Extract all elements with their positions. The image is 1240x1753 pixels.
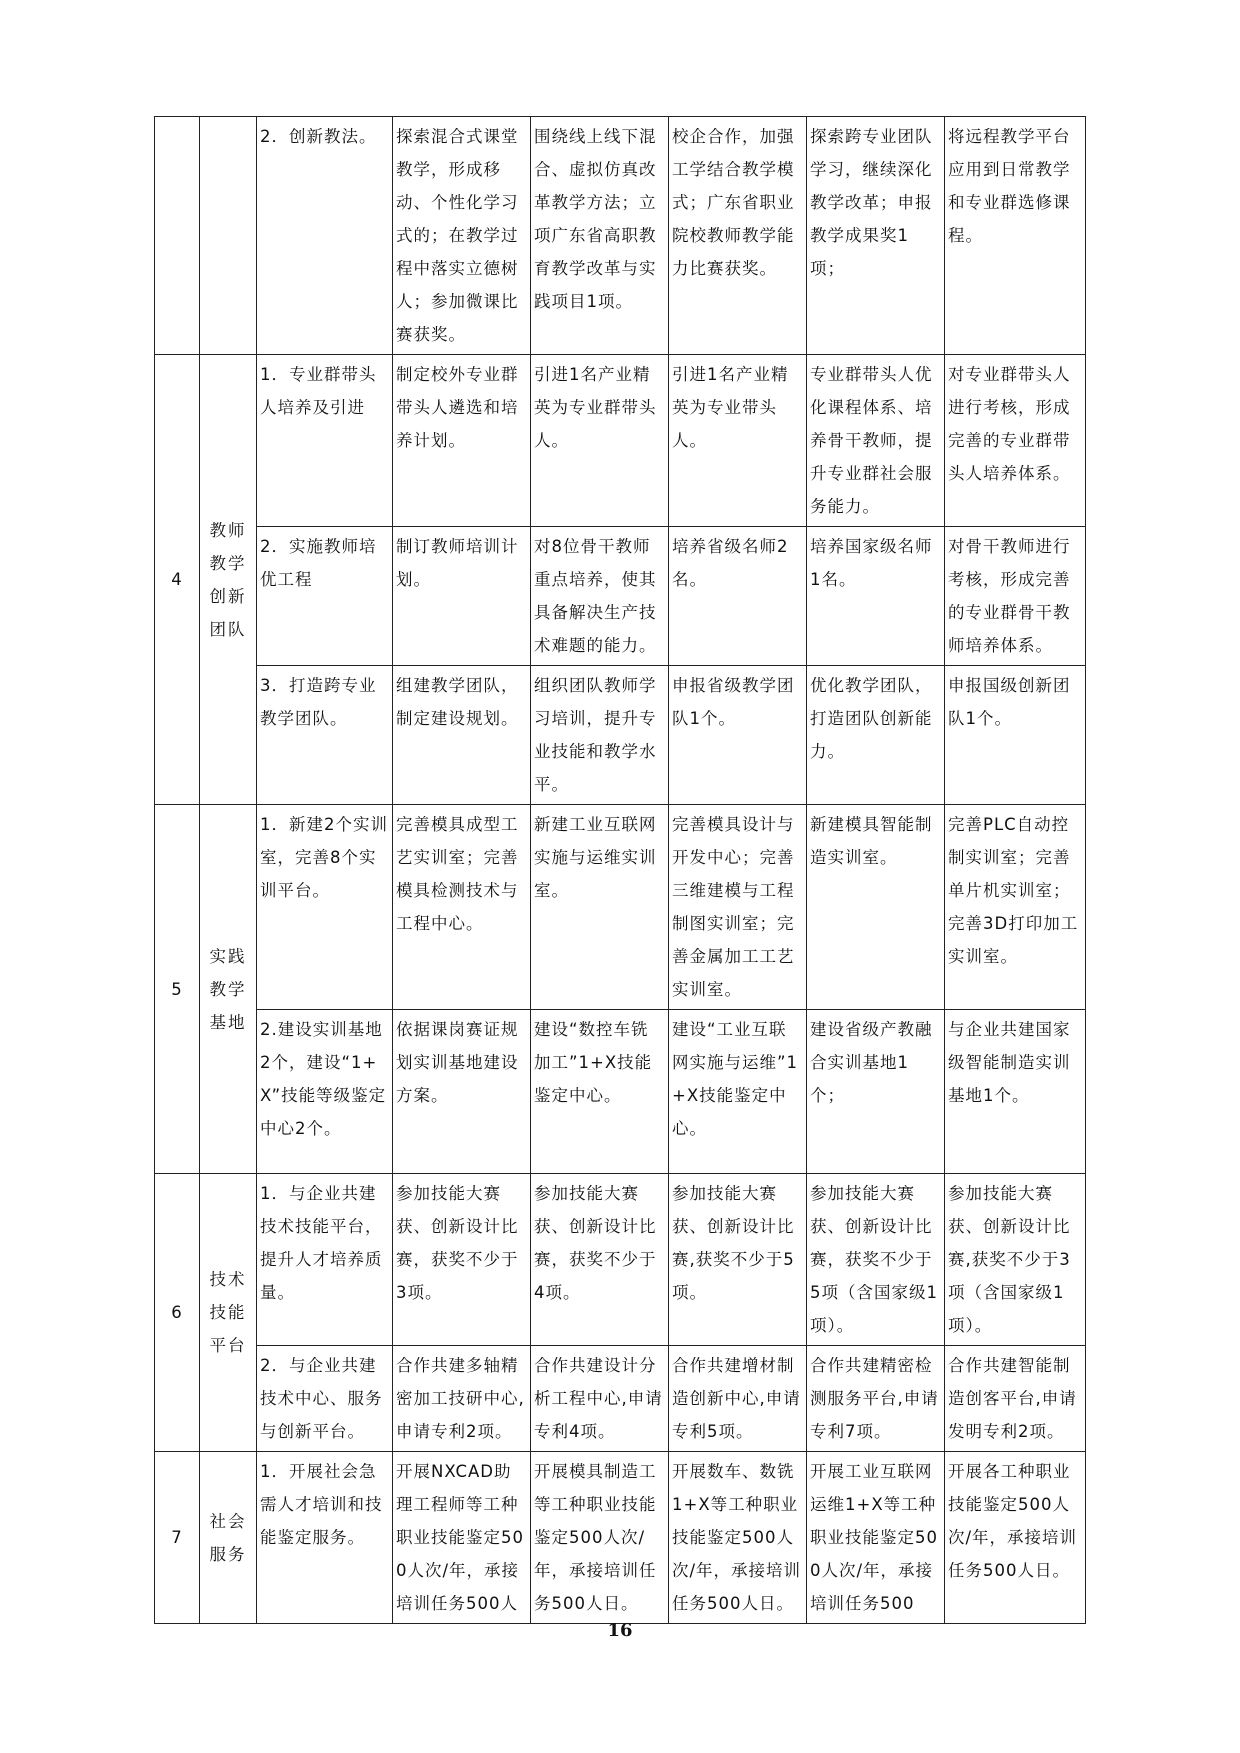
category-cell: [200, 805, 257, 1174]
table-row: [155, 805, 1086, 1010]
table-row: [155, 117, 1086, 355]
data-cell: 对8位骨干教师重点培养，使其具备解决生产技术难题的能力。: [531, 527, 669, 666]
category-cell: [200, 1174, 257, 1452]
data-cell: 参加技能大赛获、创新设计比赛,获奖不少于3项（含国家级1项）。: [945, 1174, 1086, 1346]
data-cell: 制订教师培训计划。: [393, 527, 531, 666]
data-cell: 完善模具成型工艺实训室；完善模具检测技术与工程中心。: [393, 805, 531, 1010]
data-cell: 校企合作，加强工学结合教学模式；广东省职业院校教师教学能力比赛获奖。: [669, 117, 807, 355]
category-label: 教师教学创新团队: [209, 520, 247, 639]
data-cell: 培养省级名师2名。: [669, 527, 807, 666]
task-cell: 1．专业群带头人培养及引进: [257, 355, 393, 527]
table-row: [155, 1346, 1086, 1452]
data-cell: 将远程教学平台应用到日常教学和专业群选修课程。: [945, 117, 1086, 355]
data-cell: 申报省级教学团队1个。: [669, 666, 807, 805]
data-cell: 优化教学团队，打造团队创新能力。: [807, 666, 945, 805]
data-cell: 新建模具智能制造实训室。: [807, 805, 945, 1010]
category-label: 技术技能平台: [209, 1270, 247, 1355]
table-row: [155, 1010, 1086, 1174]
data-cell: 合作共建多轴精密加工技研中心,申请专利2项。: [393, 1346, 531, 1452]
data-cell: 合作共建精密检测服务平台,申请专利7项。: [807, 1346, 945, 1452]
row-number: 5: [155, 805, 200, 1174]
task-cell: 1．新建2个实训室，完善8个实训平台。: [257, 805, 393, 1010]
table-row: [155, 666, 1086, 805]
data-cell: 开展数车、数铣1+X等工种职业技能鉴定500人次/年，承接培训任务500人日。: [669, 1452, 807, 1624]
data-cell: 探索混合式课堂教学，形成移动、个性化学习式的；在教学过程中落实立德树人；参加微课比赛获奖。: [393, 117, 531, 355]
task-cell: 2．实施教师培优工程: [257, 527, 393, 666]
data-cell: 开展NXCAD助理工程师等工种职业技能鉴定500人次/年，承接培训任务500人: [393, 1452, 531, 1624]
data-cell: 申报国级创新团队1个。: [945, 666, 1086, 805]
data-cell: 开展模具制造工等工种职业技能鉴定500人次/年，承接培训任务500人日。: [531, 1452, 669, 1624]
page-number: 16: [607, 1620, 633, 1641]
data-cell: 引进1名产业精英为专业群带头人。: [531, 355, 669, 527]
row-number: 7: [155, 1452, 200, 1624]
data-cell: 专业群带头人优化课程体系、培养骨干教师，提升专业群社会服务能力。: [807, 355, 945, 527]
data-cell: 建设“工业互联网实施与运维”1+X技能鉴定中心。: [669, 1010, 807, 1174]
category-label: 实践教学基地: [209, 946, 247, 1032]
data-cell: 完善PLC自动控制实训室；完善单片机实训室；完善3D打印加工实训室。: [945, 805, 1086, 1010]
data-cell: 建设省级产教融合实训基地1个；: [807, 1010, 945, 1174]
data-cell: 探索跨专业团队学习，继续深化教学改革；申报教学成果奖1项；: [807, 117, 945, 355]
data-cell: 建设“数控车铣加工”1+X技能鉴定中心。: [531, 1010, 669, 1174]
data-cell: 开展各工种职业技能鉴定500人次/年，承接培训任务500人日。: [945, 1452, 1086, 1624]
data-cell: 参加技能大赛获、创新设计比赛,获奖不少于5项。: [669, 1174, 807, 1346]
data-cell: 合作共建增材制造创新中心,申请专利5项。: [669, 1346, 807, 1452]
data-cell: 参加技能大赛获、创新设计比赛，获奖不少于5项（含国家级1项）。: [807, 1174, 945, 1346]
data-cell: 合作共建智能制造创客平台,申请发明专利2项。: [945, 1346, 1086, 1452]
data-cell: 制定校外专业群带头人遴选和培养计划。: [393, 355, 531, 527]
task-cell: 2．与企业共建技术中心、服务与创新平台。: [257, 1346, 393, 1452]
data-cell: 合作共建设计分析工程中心,申请专利4项。: [531, 1346, 669, 1452]
category-cell-empty: [200, 117, 257, 355]
task-cell: 3．打造跨专业教学团队。: [257, 666, 393, 805]
data-cell: 依据课岗赛证规划实训基地建设方案。: [393, 1010, 531, 1174]
category-cell: [200, 1452, 257, 1624]
task-cell: 2．创新教法。: [257, 117, 393, 355]
plan-table: [154, 116, 1086, 1624]
table-row: [155, 527, 1086, 666]
task-cell: 1．与企业共建技术技能平台，提升人才培养质量。: [257, 1174, 393, 1346]
data-cell: 组织团队教师学习培训，提升专业技能和教学水平。: [531, 666, 669, 805]
data-cell: 开展工业互联网运维1+X等工种职业技能鉴定500人次/年，承接培训任务500: [807, 1452, 945, 1624]
table-row: [155, 1452, 1086, 1624]
data-cell: 引进1名产业精英为专业带头人。: [669, 355, 807, 527]
data-cell: 与企业共建国家级智能制造实训基地1个。: [945, 1010, 1086, 1174]
category-cell: [200, 355, 257, 805]
task-cell: 2.建设实训基地2个，建设“1+X”技能等级鉴定中心2个。: [257, 1010, 393, 1174]
data-cell: 对专业群带头人进行考核，形成完善的专业群带头人培养体系。: [945, 355, 1086, 527]
category-label: 社会服务: [209, 1511, 247, 1564]
table-row: [155, 355, 1086, 527]
num-cell-empty: [155, 117, 200, 355]
data-cell: 对骨干教师进行考核，形成完善的专业群骨干教师培养体系。: [945, 527, 1086, 666]
data-cell: 组建教学团队，制定建设规划。: [393, 666, 531, 805]
data-cell: 参加技能大赛获、创新设计比赛，获奖不少于4项。: [531, 1174, 669, 1346]
data-cell: 新建工业互联网实施与运维实训室。: [531, 805, 669, 1010]
table-row: [155, 1174, 1086, 1346]
row-number: 6: [155, 1174, 200, 1452]
task-cell: 1．开展社会急需人才培训和技能鉴定服务。: [257, 1452, 393, 1624]
data-cell: 完善模具设计与开发中心；完善三维建模与工程制图实训室；完善金属加工工艺实训室。: [669, 805, 807, 1010]
data-cell: 培养国家级名师1名。: [807, 527, 945, 666]
row-number: 4: [155, 355, 200, 805]
data-cell: 参加技能大赛获、创新设计比赛，获奖不少于3项。: [393, 1174, 531, 1346]
data-cell: 围绕线上线下混合、虚拟仿真改革教学方法；立项广东省高职教育教学改革与实践项目1项。: [531, 117, 669, 355]
